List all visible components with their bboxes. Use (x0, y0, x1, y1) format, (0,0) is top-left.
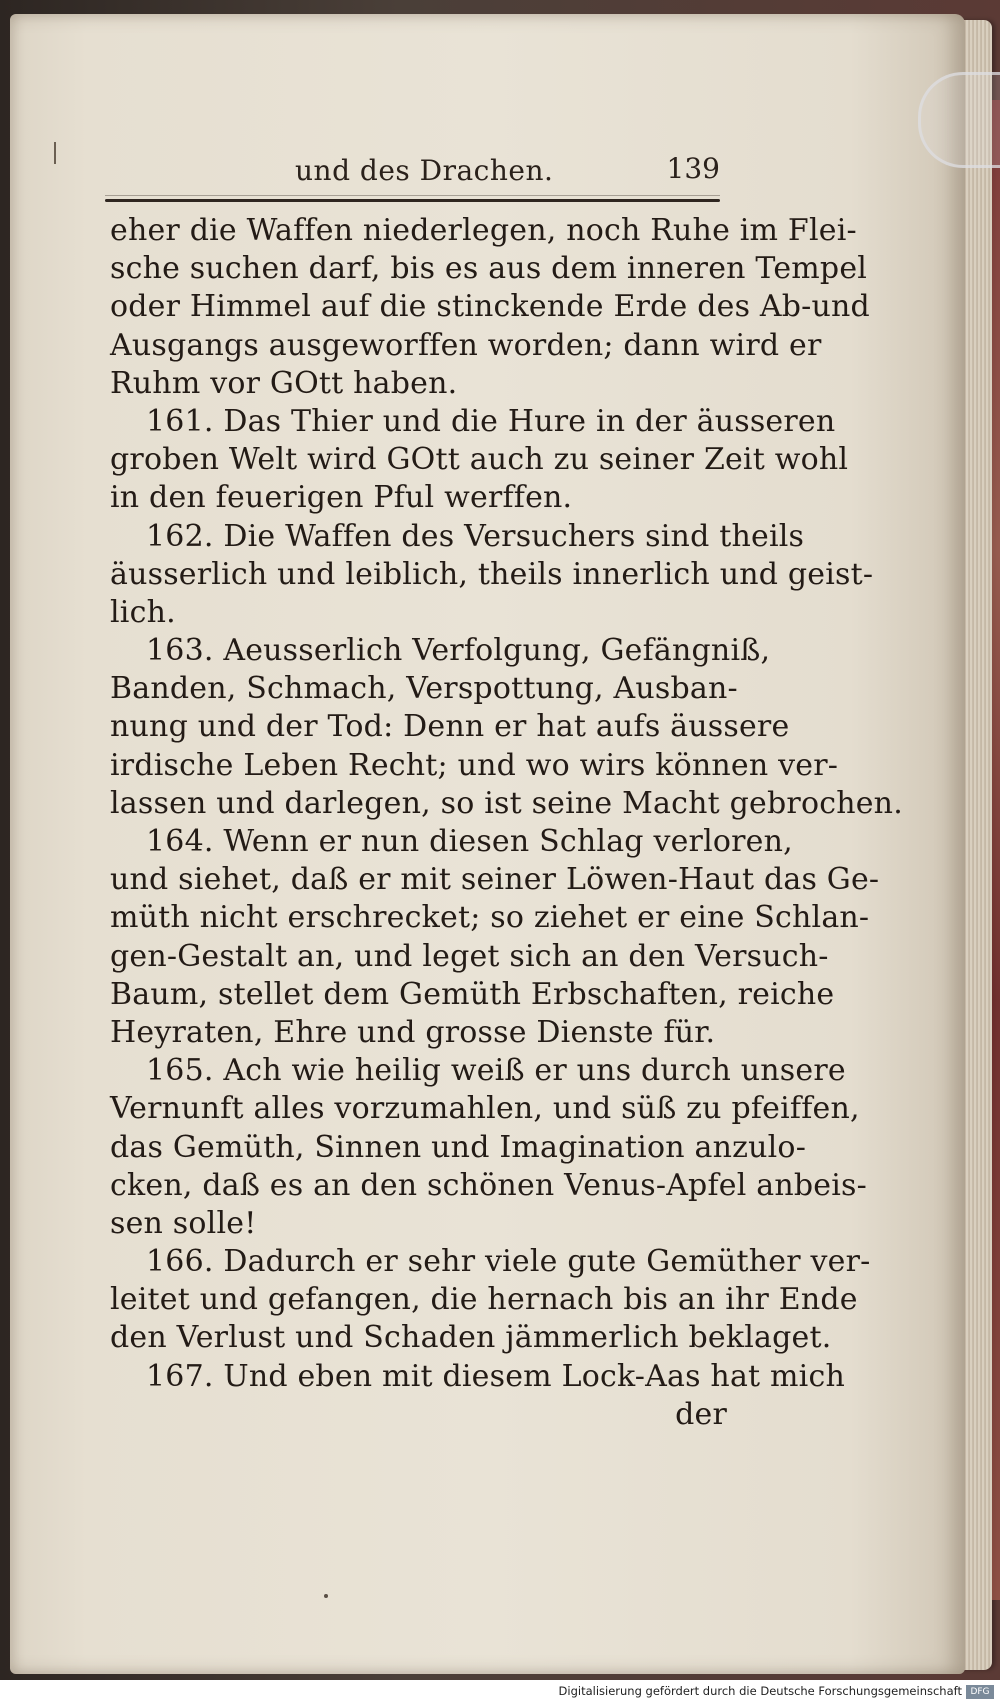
text-line: 161. Das Thier und die Hure in der äusseren (146, 403, 836, 439)
page-header (105, 150, 725, 195)
page-number: 139 (666, 152, 720, 185)
dfg-logo: DFG (966, 1685, 994, 1699)
text-line: Banden, Schmach, Verspottung, Ausban- (110, 671, 738, 707)
text-line: Ausgangs ausgeworffen worden; dann wird er (110, 327, 822, 363)
text-line: 166. Dadurch er sehr viele gute Gemüther ver- (146, 1244, 871, 1280)
text-line: 163. Aeusserlich Verfolgung, Gefängniß, (146, 633, 771, 669)
text-line: oder Himmel auf die stinckende Erde des Ab-und (110, 289, 870, 325)
footer-bar (0, 1680, 1000, 1705)
text-line: eher die Waffen niederlegen, noch Ruhe im Flei- (110, 213, 857, 248)
text-line: müth nicht erschrecket; so ziehet er eine Schlan- (110, 900, 870, 936)
text-line: lassen und darlegen, so ist seine Macht gebrochen. (110, 785, 903, 821)
text-line: Vernunft alles vorzumahlen, und süß zu pfeiffen, (110, 1091, 860, 1127)
page-clip (918, 72, 1000, 168)
text-line: 167. Und eben mit diesem Lock-Aas hat mich (146, 1358, 845, 1394)
header-rule (105, 199, 720, 202)
text-line: Heyraten, Ehre und grosse Dienste für. (110, 1014, 716, 1050)
text-line: nung und der Tod: Denn er hat aufs äussere (110, 709, 790, 745)
text-line: Ruhm vor GOtt haben. (110, 365, 458, 401)
text-line: sen solle! (110, 1205, 257, 1241)
text-line: 165. Ach wie heilig weiß er uns durch unsere (146, 1053, 846, 1089)
text-line: cken, daß es an den schönen Venus-Apfel anbeis- (110, 1167, 867, 1203)
ink-dot (324, 1594, 328, 1598)
catchword: der (675, 1396, 727, 1432)
text-line: lich. (110, 594, 176, 630)
text-line: in den feuerigen Pful werffen. (110, 480, 573, 516)
text-line: gen-Gestalt an, und leget sich an den Versuch- (110, 938, 829, 974)
text-line: Baum, stellet dem Gemüth Erbschaften, reiche (110, 976, 835, 1012)
text-line: groben Welt wird GOtt auch zu seiner Zeit wohl (110, 442, 849, 478)
text-line: irdische Leben Recht; und wo wirs können ver- (110, 747, 839, 783)
text-line: leitet und gefangen, die hernach bis an ihr Ende (110, 1282, 858, 1318)
text-line: 164. Wenn er nun diesen Schlag verloren, (146, 824, 793, 859)
text-line: das Gemüth, Sinnen und Imagination anzulo- (110, 1129, 807, 1165)
text-line: und siehet, daß er mit seiner Löwen-Haut das Ge- (110, 862, 880, 898)
text-line: den Verlust und Schaden jämmerlich beklaget. (110, 1320, 832, 1356)
text-line: 162. Die Waffen des Versuchers sind theils (146, 518, 805, 554)
text-line: sche suchen darf, bis es aus dem inneren Tempel (110, 251, 868, 287)
margin-mark (54, 142, 56, 164)
running-head: und des Drachen. (295, 154, 554, 187)
text-line: äusserlich und leiblich, theils innerlich und geist- (110, 556, 874, 592)
body-text (110, 212, 903, 1434)
digitization-credit: Digitalisierung gefördert durch die Deutsche Forschungsgemeinschaft (558, 1684, 962, 1698)
